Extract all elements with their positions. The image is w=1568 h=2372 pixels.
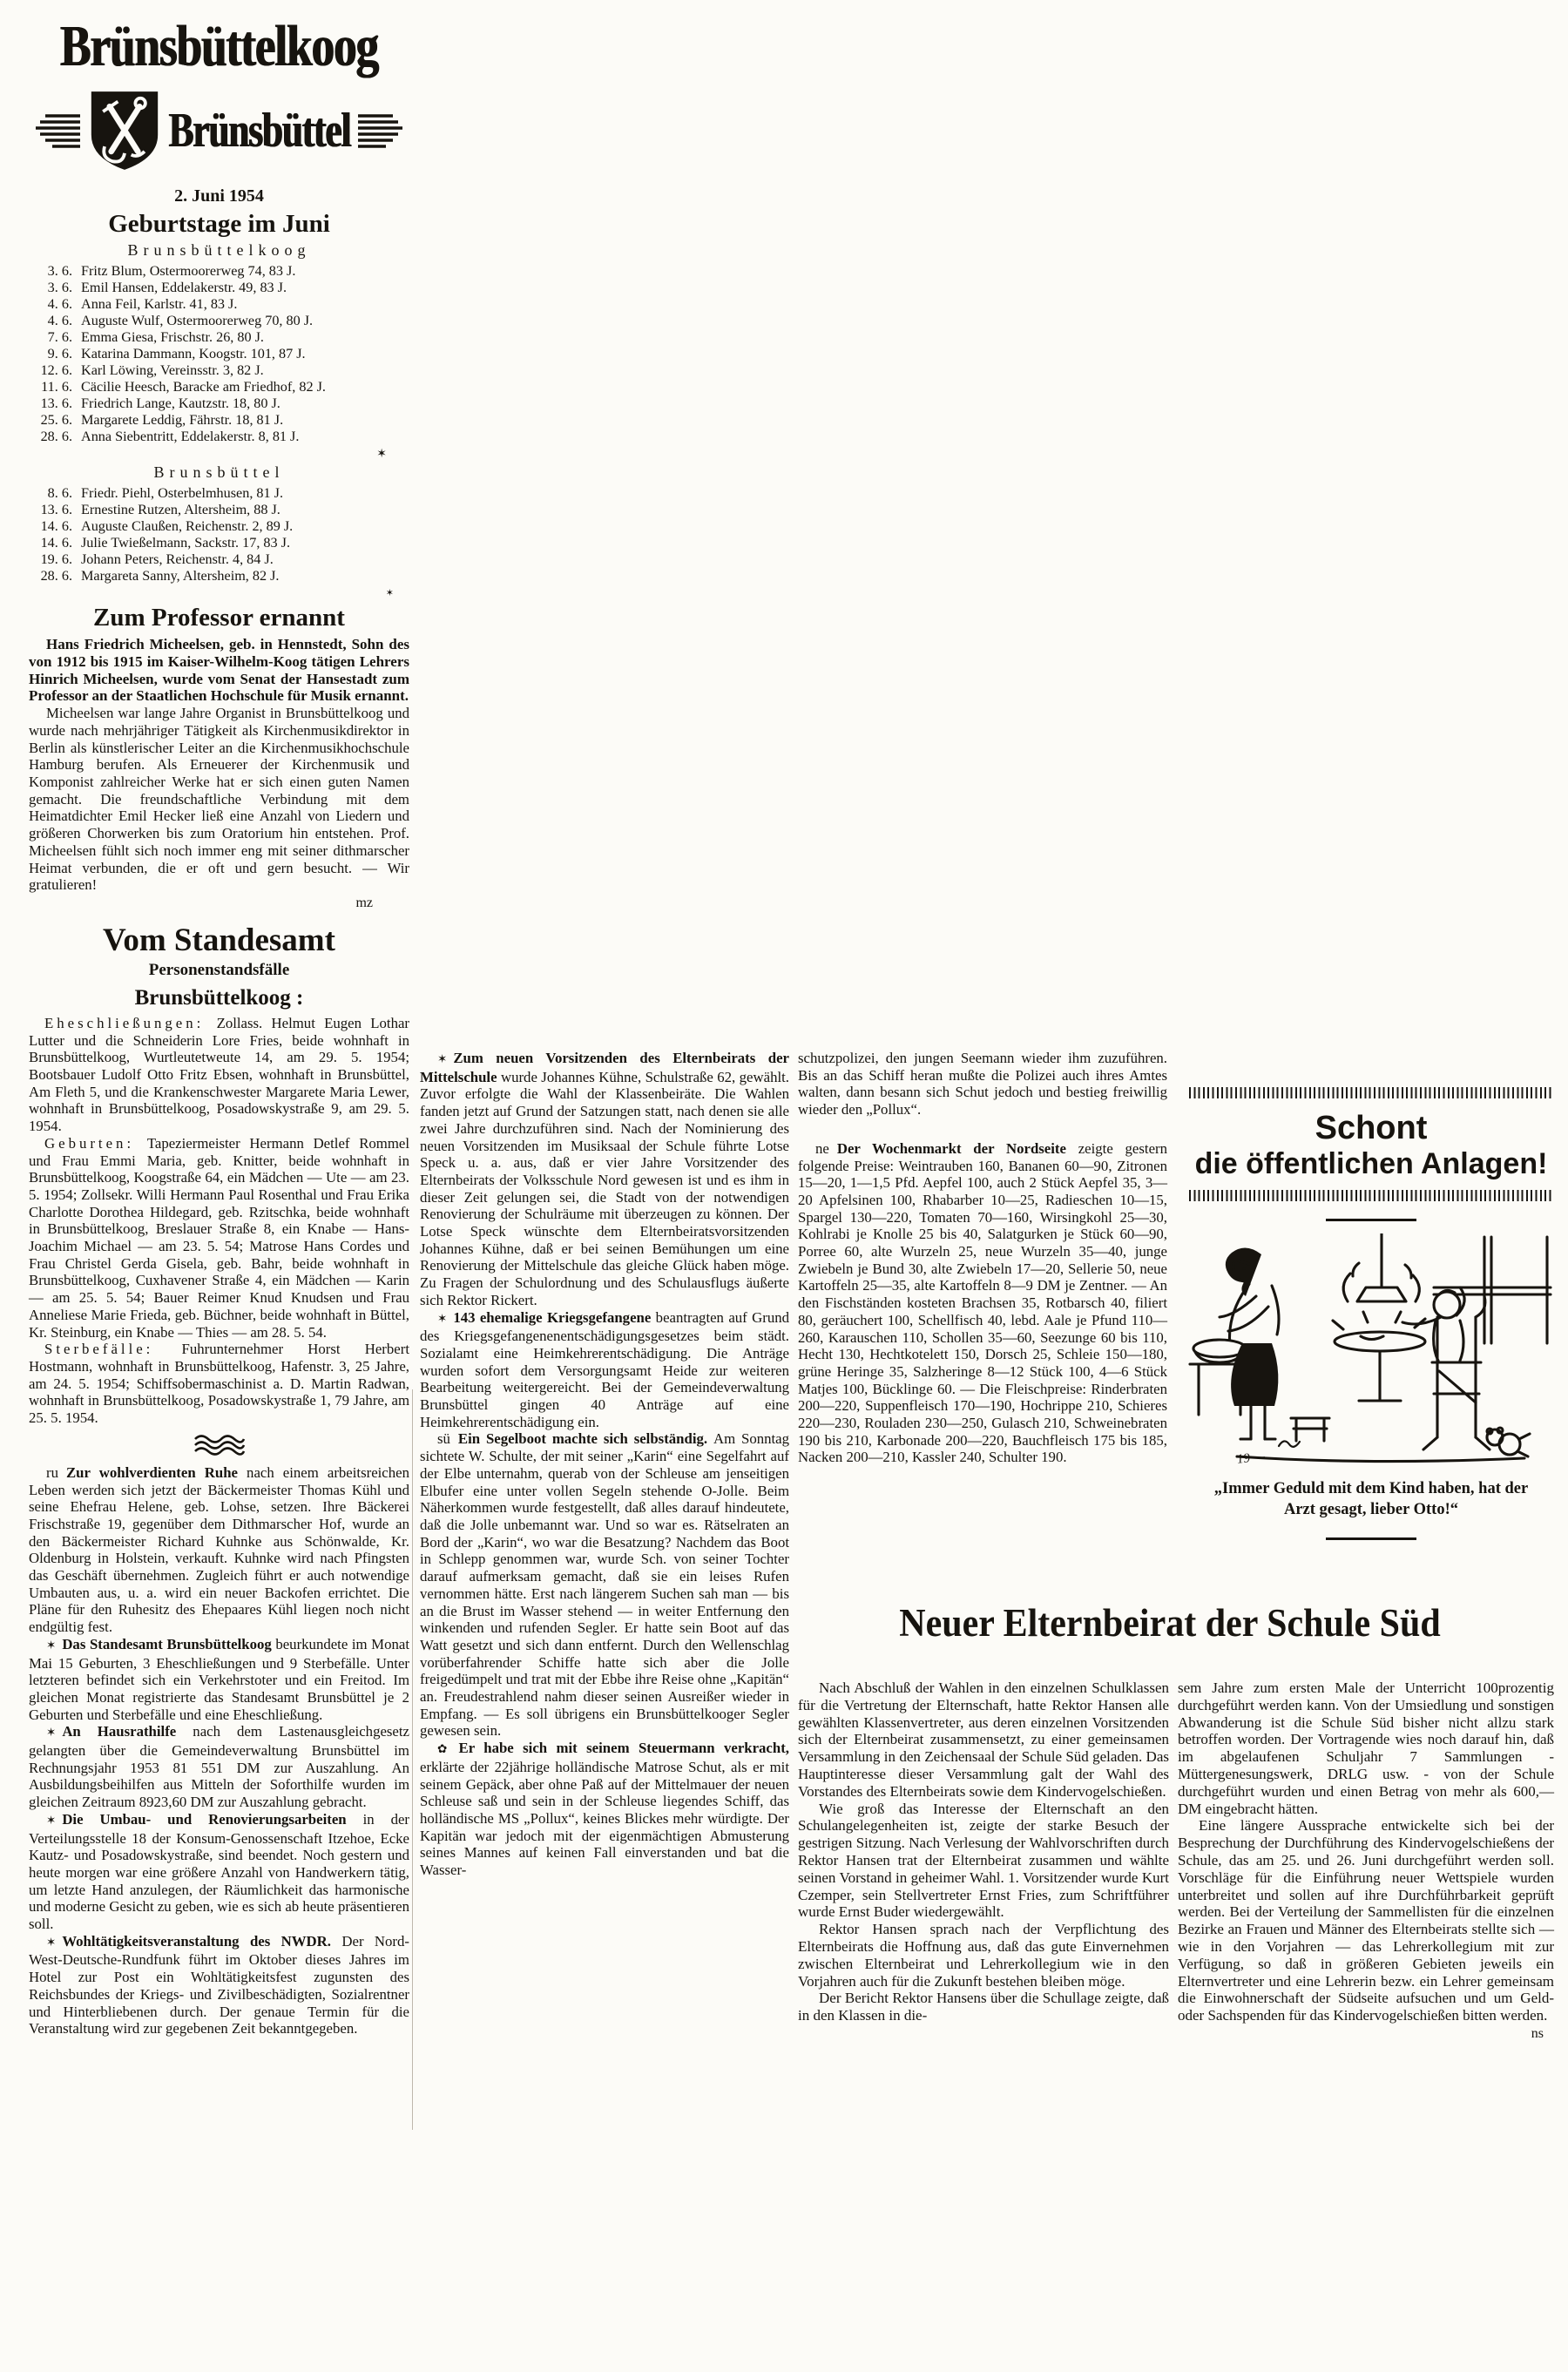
eltern-col-a (798, 1679, 1169, 2024)
paragraph: Eheschließungen: Zollass. Helmut Eugen Lothar Lutter und die Schneiderin Lore Fries, beide wohnhaft in Brunsbüttelkoog, Wurtleutetweute 14, am 29. 5. 1954; Bootsbauer Ludolf Otto Fritz Ebsen, wohnhaft in Brunsbüttel, Am Fleth 5, und die Krankenschwester Margarete Maria Lewer, wohnhaft in Brunsbüttelkoog, Posadowskystraße 9, am 29. 5. 1954. (29, 1014, 409, 1135)
note-mark: ✶ (437, 1052, 448, 1066)
paragraph: 28. 6. Margareta Sanny, Altersheim, 82 J. (40, 568, 280, 584)
paragraph: 3. 6. Emil Hansen, Eddelakerstr. 49, 83 J. (47, 280, 287, 295)
professor-article (29, 604, 409, 911)
eltern-col-b (1178, 1679, 1554, 2042)
star-dingbat: ✶ (376, 447, 387, 461)
paragraph: Eine längere Aussprache entwickelte sich bei der Besprechung der Durchführung des Kindervogelschießens der Schule, das am 25. und 26. Juni durchgeführt werden soll. Vorschläge für die Einführung neuer Wettspiele wurden unterbreitet und sollen auf ihre Durchführbarkeit geprüft werden. Bei der Verteilung der Sammellisten für die einzelnen Bezirke an Frauen und Männer des Elternbeirats stellte sich — wie in den Vorjahren — das Lehrerkollegium mit zur Verfügung, so daß in größeren Gebieten jeweils ein Elternvertreter und eine Lehrerin bezw. ein Lehrer gemeinsam die Einwohnerschaft der Südseite aufsuchen und um Geld- oder Sachspenden für das Kindervogelschießen bitten werden. (1178, 1817, 1554, 2024)
paragraph: Nach Abschluß der Wahlen in den einzelnen Schulklassen für die Vertretung der Elternschaft, hatte Rektor Hansen alle gewählten Klassenvertreter, aus deren einzelnen Vorsitzenden sich der Elternbeirat zusammensetzt, zu einer gemeinsamen Versammlung in den Zeichensaal der Schule Süd geladen. Das Hauptinteresse dieser Versammlung galt der Wahl des Vorstandes des Elternbeirats sowie dem Kindervogelschießen. (798, 1679, 1169, 1800)
paragraph: 14. 6. Auguste Claußen, Reichenstr. 2, 89 J. (40, 518, 294, 534)
paragraph: 8. 6. Friedr. Piehl, Osterbelmhusen, 81 J. (47, 485, 283, 501)
birthdays-title: Geburtstage im Juni (108, 210, 330, 238)
paragraph: schutzpolizei, den jungen Seemann wieder ihm zuzuführen. Bis an das Schiff heran mußte die Polizei auch ihres Amtes walten, dann besann sich Schut jedoch und bestieg freiwillig wieder den „Pollux“. (798, 1050, 1167, 1118)
paragraph: ✶ Zum neuen Vorsitzenden des Elternbeirats der Mittelschule wurde Johannes Kühne, Schulstraße 62, gewählt. Zuvor erfolgte die Wahl der Klassenbeiräte. Die Wahlen fanden jetzt auf Grund der Satzungen statt, nach denen sie alle zwei Jahre durchzuführen sind. Nach der Nominierung des neuen Vorsitzenden im Musiksaal der Schule führte Lotse Speck u. a. aus, daß er vier Jahre Vorsitzender des Elternbeirats der Volksschule Nord gewesen ist und es ihm in dieser Zeit gelungen sei, die Stadt von der notwendigen Renovierung der Schulräume mit überzeugen zu können. Der Lotse Speck wünschte dem Elternbeiratsvorsitzenden Johannes Kühne, daß er bei seinen Bemühungen um eine Renovierung der Mittelschule das gleiche Glück haben möge. Zu Fragen der Schulordnung und des Schulausflugs äußerte sich Rektor Rickert. (420, 1050, 789, 1308)
note-mark: sü (437, 1430, 450, 1448)
paragraph: 12. 6. Karl Löwing, Vereinsstr. 3, 82 J. (40, 362, 264, 378)
article-lead: Hans Friedrich Micheelsen, geb. in Hennstedt, Sohn des von 1912 bis 1915 im Kaiser-Wilhelm-Koog tätigen Lehrers Hinrich Micheelsen, wurde vom Senat der Hansestadt zum Professor an der Staatlichen Hochschule für Musik ernannt. (29, 636, 409, 705)
paragraph: 14. 6. Julie Twießelmann, Sackstr. 17, 83 J. (40, 535, 291, 551)
col3-notes (798, 1050, 1167, 1466)
hatch-bar-bottom (1189, 1190, 1553, 1201)
note-mark: ru (46, 1463, 58, 1481)
eltern-headline: Neuer Elternbeirat der Schule Süd (899, 1602, 1441, 1646)
note-mark: ✶ (46, 1935, 57, 1950)
paragraph: ✶ An Hausrathilfe nach dem Lastenausgleichgesetz gelangten über die Gemeindeverwaltung Brunsbüttel im Rechnungsjahr 1953 81 551 DM zur Auszahlung. An Ausbildungsbeihilfen aus Mitteln der Soforthilfe wurden im gleichen Zeitraum 8923,60 DM zur Auszahlung gebracht. (29, 1723, 409, 1811)
note-mark: ne (815, 1139, 829, 1157)
paragraph: Rektor Hansen sprach nach der Verpflichtung des Elternbeirats die Hoffnung aus, daß das gute Einvernehmen zwischen Elternbeirat und Lehrerkollegium wie in den Vorjahren auch für die Zukunft bestehen bleiben möge. (798, 1921, 1169, 1990)
eltern-signature: ns (1531, 2025, 1544, 2041)
note-mark: ✶ (46, 1813, 57, 1828)
paragraph: 4. 6. Auguste Wulf, Ostermoorerweg 70, 80 J. (47, 313, 314, 328)
col2-notes (420, 1050, 789, 1879)
dash-divider-bottom (1326, 1537, 1416, 1540)
note-mark: ✿ (437, 1742, 453, 1757)
masthead (29, 14, 409, 176)
note-mark: ✶ (437, 1311, 448, 1326)
left-column (29, 14, 409, 2037)
standesamt-place: Brunsbüttelkoog : (134, 985, 304, 1010)
masthead-title: Brünsbüttelkoog (60, 15, 378, 78)
wave-divider-icon (193, 1435, 247, 1456)
paragraph: 4. 6. Anna Feil, Karlstr. 41, 83 J. (47, 296, 238, 312)
paragraph: 9. 6. Katarina Dammann, Koogstr. 101, 87 J. (47, 346, 306, 362)
standesamt-subhead: Personenstandsfälle (148, 960, 290, 979)
birthday-list-koog (29, 263, 409, 445)
paragraph: ✶ Die Umbau- und Renovierungsarbeiten in der Verteilungsstelle 18 der Konsum-Genossenschaft Itzehoe, Ecke Kautz- und Posadowskystraße, sind beendet. Noch gestern und heute morgen war eine größere Anzahl von Handwerkern tätig, um letzte Hand anzulegen, der Räumlichkeit das harmonische und moderne Gesicht zu geben, wie es sich ab heute präsentieren soll. (29, 1810, 409, 1933)
paragraph: 19. 6. Johann Peters, Reichenstr. 4, 84 J. (40, 551, 274, 567)
birthdays-heading-koog: Brunsbüttelkoog (127, 241, 311, 259)
paragraph: ✶ Das Standesamt Brunsbüttelkoog beurkundete im Monat Mai 15 Geburten, 3 Eheschließungen und 9 Sterbefälle. Unter letzteren befindet sich ein Verkehrstoter und ein Freitod. Im gleichen Monat registrierte das Standesamt Brunsbüttel je 2 Geburten und Sterbefälle und eine Eheschließung. (29, 1635, 409, 1723)
paragraph: 28. 6. Anna Siebentritt, Eddelakerstr. 8, 81 J. (40, 429, 300, 444)
paragraph: ✿ Er habe sich mit seinem Steuermann verkracht, erklärte der 22jährige holländische Matrose Schut, als er mit seinem Gepäck, aber ohne Paß auf der Mittelmauer der neuen Schleuse saß und sein in der Schleuse liegendes Schiff, das holländische MS „Pollux“, keines Blickes mehr würdigte. Der Kapitän war jedoch mit der eigenmächtigen Abmusterung seines Mannes auf keinen Fall einverstanden und bat die Wasser- (420, 1740, 789, 1879)
paragraph: Sterbefälle: Fuhrunternehmer Horst Herbert Hostmann, wohnhaft in Brunsbüttelkoog, Hafenstr. 3, 25 Jahre, am 24. 5. 1954; Schiffsobermaschinist a. D. Martin Radwan, wohnhaft in Brunsbüttelkoog, Posadowskystraße 1, 79 Jahre, am 25. 5. 1954. (29, 1341, 409, 1427)
town-crest-icon (88, 87, 161, 174)
birthdays-heading-buettel: Brunsbüttel (153, 463, 285, 481)
cartoon-caption-line1: „Immer Geduld mit dem Kind haben, hat der (1213, 1480, 1529, 1497)
hatch-left-icon (33, 112, 80, 149)
article-headline: Zum Professor ernannt (93, 604, 345, 632)
paragraph: sem Jahre zum ersten Male der Unterricht 100prozentig durchgeführt werden kann. Von der Umsiedlung und sonstigen Abwanderung ist die Schule Süd bisher nicht allzu stark betroffen worden. Der Vortragende wies noch darauf hin, daß im abgelaufenen Schuljahr 7 Sammlungen - Müttergenesungswerk, DRLG usw. - von der Schule durchgeführt wurden und einen Betrag von mehr als 600,— DM eingebracht hätten. (1178, 1679, 1554, 1817)
paragraph: 25. 6. Margarete Leddig, Fährstr. 18, 81 J. (40, 412, 284, 428)
note-mark: ✶ (46, 1726, 57, 1740)
article-body: Micheelsen war lange Jahre Organist in Brunsbüttelkoog und wurde nach mehrjähriger Tätigkeit als Kirchenmusikdirektor in Berlin als künstlerischer Leiter an die Kirchenmusikhochschule Hamburg berufen. Als Erneuerer der Kirchenmusik und Komponist zahlreicher Werke hat er sich einen guten Namen gemacht. Die freundschaftliche Verbindung mit dem Heimatdichter Emil Hecker ließ eine Anzahl von Liedern und größeren Chorwerken bis zum Oratorium hin entstehen. Prof. Micheelsen fühlt sich noch immer eng mit seiner dithmarscher Heimat verbunden, die er oft und gern besucht. — Wir gratulieren! (29, 705, 409, 894)
hatch-right-icon (358, 112, 405, 149)
paragraph: ✶ Wohltätigkeitsveranstaltung des NWDR. Der Nord-West-Deutsche-Rundfunk führt im Oktober dieses Jahres im Hotel zur Post ein Wohltätigkeitsfest zugunsten des Reichsbundes der Kriegs- und Zivilbeschädigten, Sozialrentner und Hinterbliebenen durch. Der genaue Termin für die Veranstaltung wird zur gegebenen Zeit bekanntgegeben. (29, 1932, 409, 2037)
cartoon-illustration-icon (1188, 1233, 1554, 1467)
eltern-col-b-paragraphs (1178, 1679, 1554, 2024)
issue-date: 2. Juni 1954 (174, 186, 264, 206)
third-column (798, 1050, 1167, 1466)
correspondent-initials: mz (355, 895, 373, 910)
dash-divider (1326, 1219, 1416, 1221)
paragraph: sü Ein Segelboot machte sich selbständig. Am Sonntag sichtete W. Schulte, der mit seiner „Karin“ eine Segelfahrt auf der Elbe unternahm, querab von der Schleuse am jenseitigen Elbufer eine unter vollen Segeln stehende O-Jolle. Beim Näherkommen wurde festgestellt, daß alles darauf hindeutete, daß die Jolle unbemannt war. Und so war es. Rätselraten an Bord der „Karin“, wo war die Besatzung? Nachdem das Boot in Schlepp genommen war, wurde Sch. von seiner Tochter darauf aufmerksam gemacht, daß sie ein leises Rufen vernommen hätte. Erst nach längerem Suchen sah man — bis an die Brust im Wasser stehend — in weiter Entfernung den winkenden und rufenden Segler. Er hatte sein Boot auf das Watt gesetzt und sich dann entfernt. Durch den Wellenschlag vorüberfahrender Schiffe hatte sich aber die Jolle freigedümpelt und trat mit der Ebbe ihre Reise ohne „Kapitän“ an. Freudestrahlend nahm dieser seinen Ausreißer wieder in Empfang. — Es soll übrigens ein Brunsbüttelkooger Segler gewesen sein. (420, 1430, 789, 1740)
cartoon (1188, 1233, 1554, 1471)
paragraph: 13. 6. Friedrich Lange, Kautzstr. 18, 80 J. (40, 395, 280, 411)
cartoon-caption-line2: Arzt gesagt, lieber Otto!“ (1283, 1501, 1458, 1518)
paragraph: ✶ 143 ehemalige Kriegsgefangene beantragten auf Grund des Kriegsgefangenenentschädigungsgesetzes beim städt. Sozialamt eine Heimkehrerentschädigung. Die Anträge wurden sofort dem Versorgungsamt Heide zur weiteren Bearbeitung weitergereicht. Bei der Gemeindeverwaltung Brunsbüttel gingen 40 Anträge auf eine Heimkehrerentschädigung ein. (420, 1308, 789, 1430)
psa-line1: Schont (1315, 1110, 1428, 1146)
paragraph: 7. 6. Emma Giesa, Frischstr. 26, 80 J. (47, 329, 264, 345)
standesamt-section (29, 923, 409, 1427)
birthday-list-buettel (29, 485, 409, 585)
paragraph: 3. 6. Fritz Blum, Ostermoorerweg 74, 83 J. (47, 263, 296, 279)
masthead-subtitle: Brünsbüttel (168, 104, 351, 158)
standesamt-paragraphs (29, 1015, 409, 1427)
cartoonist-signature: 19 — (1236, 1450, 1266, 1467)
psa-line2: die öffentlichen Anlagen! (1194, 1147, 1548, 1180)
eltern-col-a-paragraphs (798, 1679, 1169, 2024)
paragraph: Geburten: Tapeziermeister Hermann Detlef Rommel und Frau Emmi Maria, geb. Knitter, beide wohnhaft in Brunsbüttelkoog, Koogstraße 64, ein Mädchen — Ute — am 23. 5. 1954; Zollsekr. Willi Hermann Paul Rosenthal und Frau Erika Charlotte Dorothea Hildegard, geb. Rzitschka, beide wohnhaft in Brunsbüttelkoog, Breslauer Straße 8, ein Knabe — Hans-Joachim Michael — am 23. 5. 54; Matrose Hans Cordes und Frau Christel Gerda Gisela, geb. Bahr, beide wohnhaft in Brunsbüttelkoog, Cuxhavener Straße 4, ein Mädchen — Karin — am 25. 5. 54; Bauer Reimer Knud Knudsen und Frau Anneliese Marie Frieda, geb. Büchner, beide wohnhaft in Büttel, Kr. Steinburg, ein Knabe — Thies — am 28. 5. 54. (29, 1134, 409, 1341)
note-mark: ✶ (46, 1638, 57, 1652)
standesamt-headline: Vom Standesamt (103, 922, 335, 958)
paragraph: Wie groß das Interesse der Elternschaft an den Schulangelegenheiten ist, zeigte der starke Besuch der gestrigen Sitzung. Nach Verlesung der Wahlvorschriften durch Rektor Hansen trat der Elternbeirat zusammen und wählte seinen Vorstand in geheimer Wahl. 1. Vorsitzender wurde Kurt Czemper, sein Stellvertreter Ernst Fries, zum Schriftführer wurde Ernst Buder wiedergewählt. (798, 1800, 1169, 1921)
paragraph: Der Bericht Rektor Hansens über die Schullage zeigte, daß in den Klassen in die- (798, 1990, 1169, 2024)
col1-notes (29, 1464, 409, 2037)
column-rule (412, 1389, 413, 2130)
hatch-bar-top (1189, 1087, 1553, 1098)
paragraph: ru Zur wohlverdienten Ruhe nach einem arbeitsreichen Leben werden sich jetzt der Bäckermeister Thomas Kühl und seine Ehefrau Helene, geb. Lohse, setzen. Ihre Bäckerei Frischstraße 19, gegenüber dem Dithmarscher Hof, wurde an den Bäckermeister Richard Kuhnke aus Schönwalde, Kr. Oldenburg in Holstein, verkauft. Kuhnke wird nach Pfingsten das Geschäft übernehmen. Zugleich führt er auch notwendige Umbauten aus, u. a. wird ein neuer Backofen errichtet. Die Pläne für den Ruhesitz des Ehepaares Kühl liegen noch nicht endgültig fest. (29, 1463, 409, 1636)
star-dingbat-small: ✶ (385, 587, 394, 598)
psa-and-cartoon (1187, 1038, 1555, 1552)
paragraph: ne Der Wochenmarkt der Nordseite zeigte gestern folgende Preise: Weintrauben 160, Bananen 60—90, Zitronen 15—20, 1—1,5 Pfd. Aepfel 100, auch 2 Stück Aepfel 35, 3—20 Apfelsinen 100, Rhabarber 10—25, Radieschen 10—15, Spargel 130—220, Tomaten 70—160, Wirsingkohl 25—30, Kohlrabi je Knolle 25 bis 40, Salatgurken je Stück 60—90, Porree 60, alte Wurzeln 25, neue Wurzeln 35—40, junge Zwiebeln je Bund 30, alte Zwiebeln 17—20, Sellerie 50, neue Kartoffeln 25—35, alte Kartoffeln 8—9 DM je Zentner. — An den Fischständen kosteten Brachsen 35, Rotbarsch 40, filiert 80, geräuchert 100, Schellfisch 40, lebd. Aale je Pfund 110—260, Karauschen 110, Schollen 35—60, Seezunge 60 bis 110, Hecht 130, Hechtkotelett 150, Dorsch 25, Schleie 150—180, grüne Heringe 35, Salzheringe 8—12 Stück 100, 4—6 Stück Matjes 100, Bücklinge 60. — Die Fleischpreise: Rinderbraten 200—220, Suppenfleisch 170—190, Hochrippe 210, Schieres 220—230, Rouladen 230—250, Gulasch 210, Schweinebraten 190 bis 210, Karbonade 200—220, Bauchfleisch 175 bis 185, Nacken 200—210, Kassler 240, Schulter 190. (798, 1139, 1167, 1466)
paragraph: 11. 6. Cäcilie Heesch, Baracke am Friedhof, 82 J. (41, 379, 326, 395)
middle-column (420, 1050, 789, 1879)
paragraph: 13. 6. Ernestine Rutzen, Altersheim, 88 J. (40, 502, 280, 517)
cartoon-caption (1187, 1478, 1555, 1520)
